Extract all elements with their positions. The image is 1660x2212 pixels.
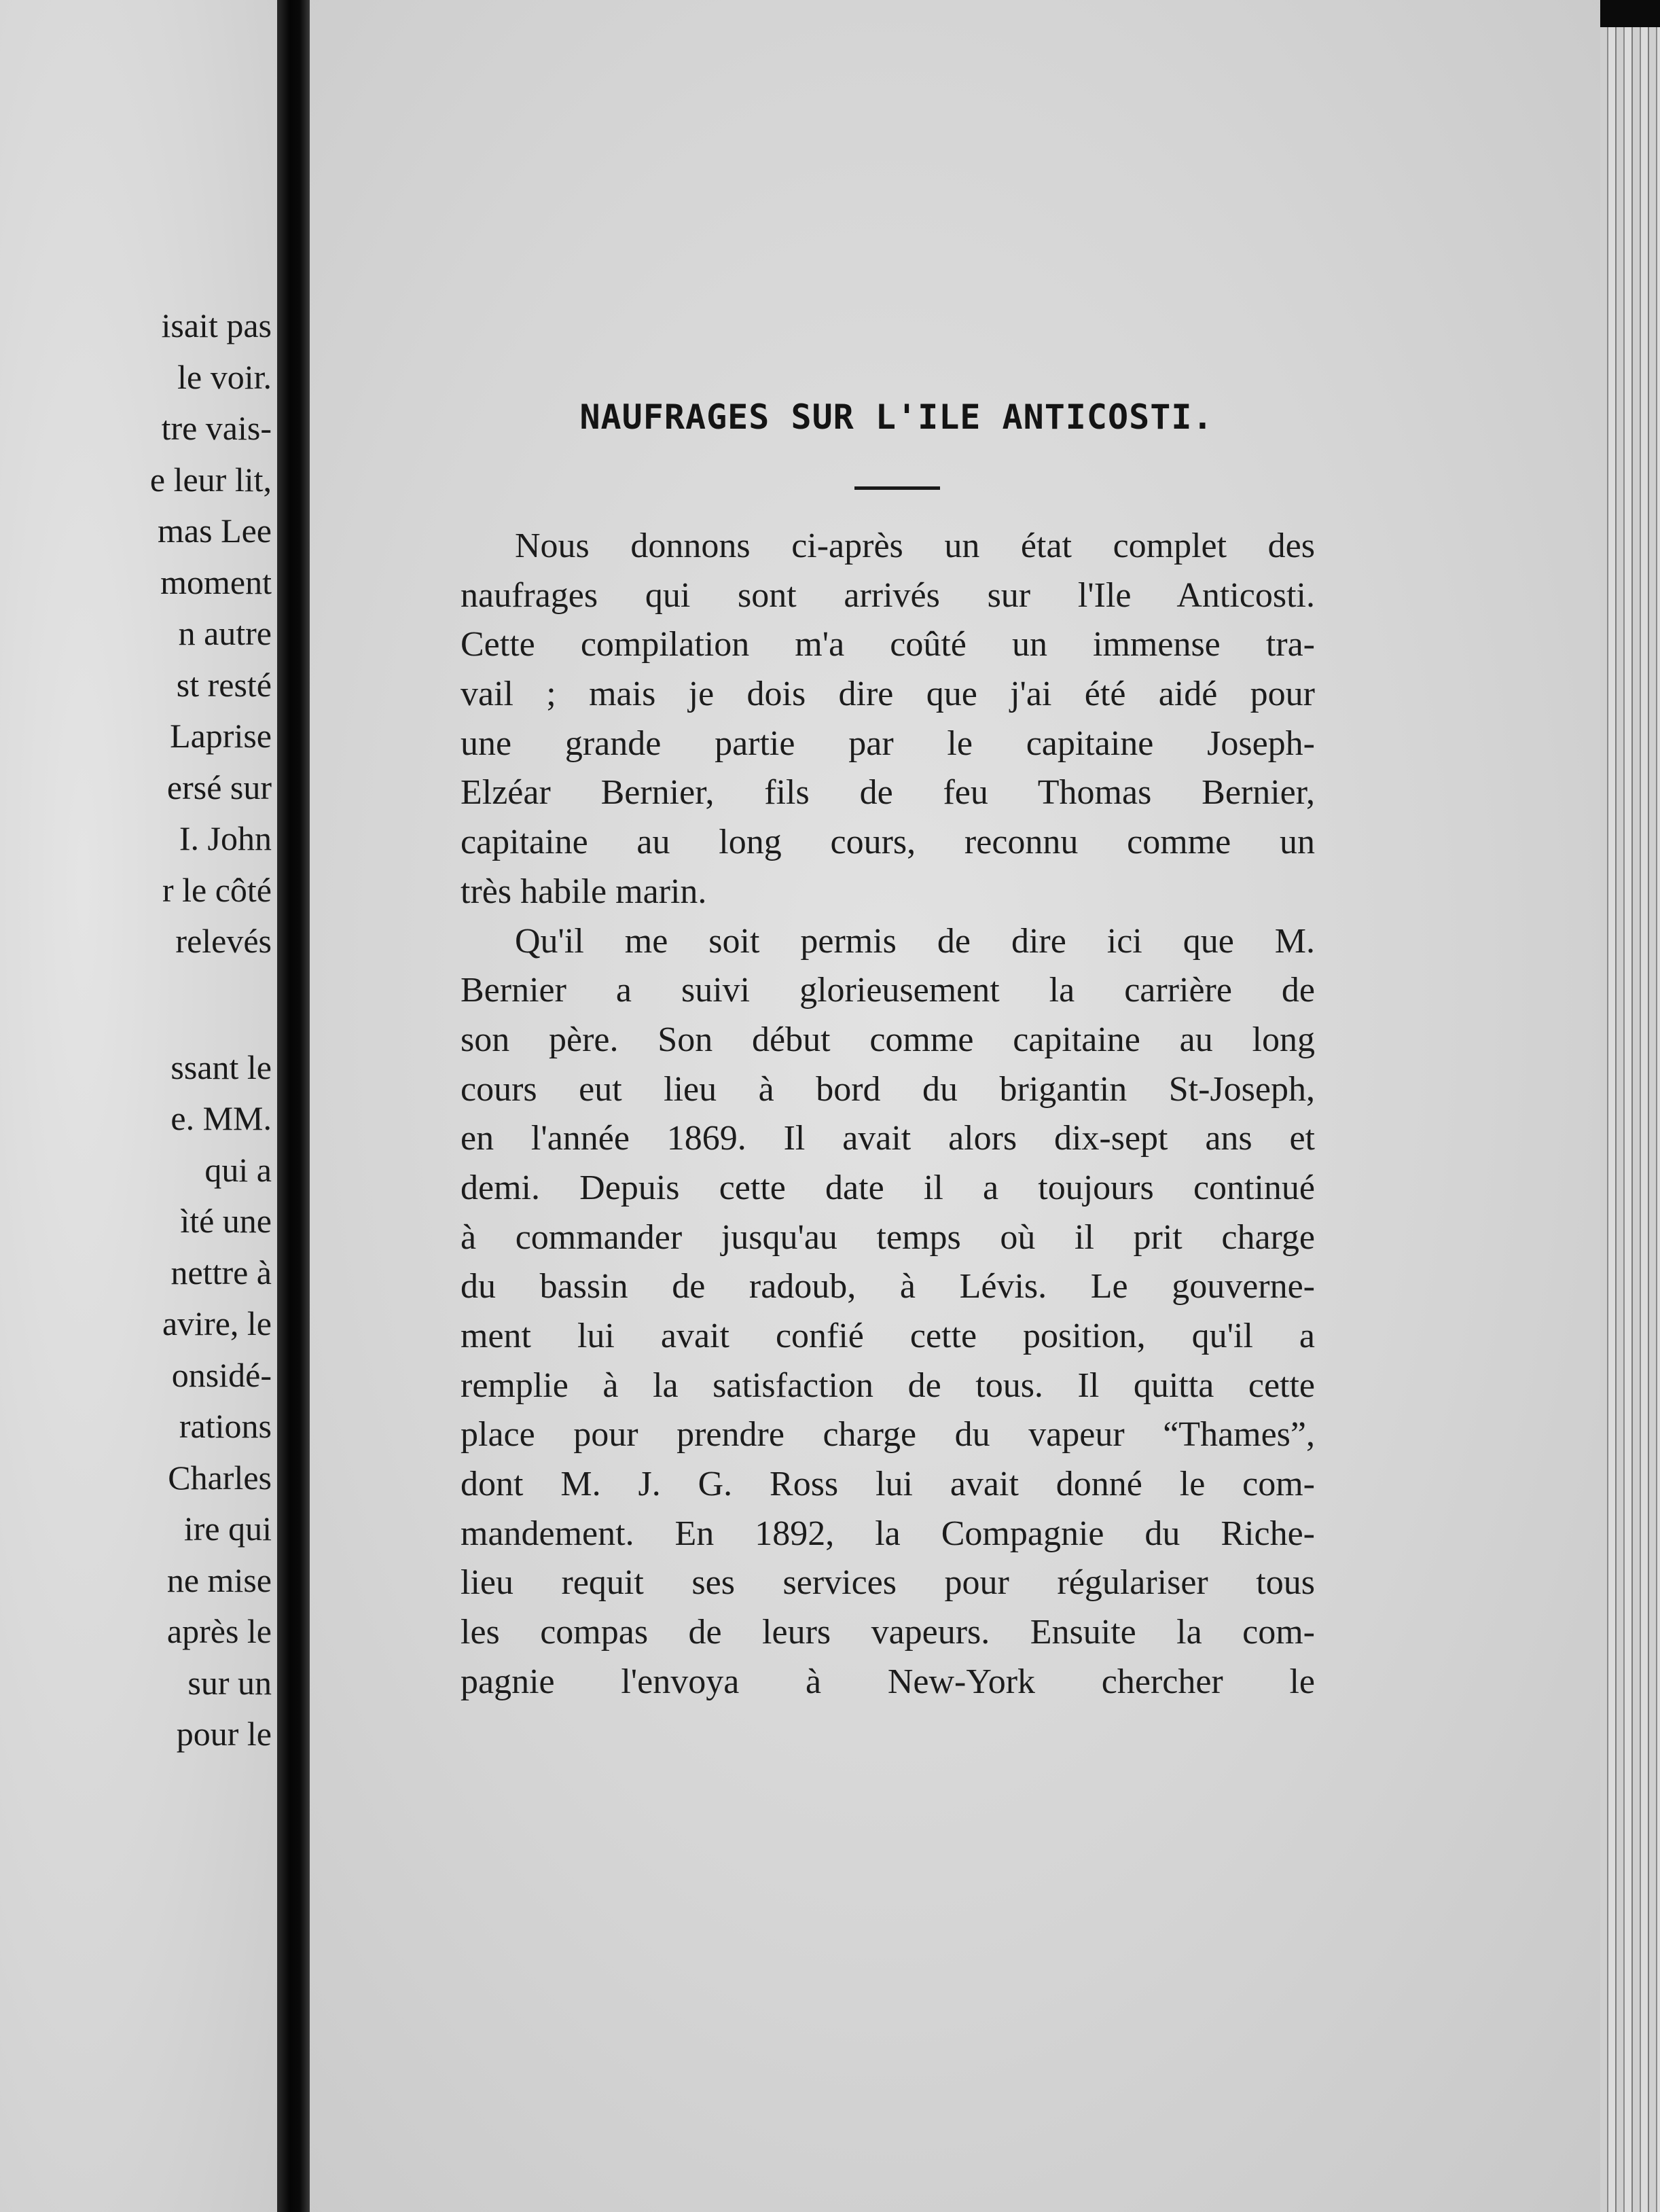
paragraph-line: du bassin de radoub, à Lévis. Le gouverne- xyxy=(461,1267,1315,1306)
previous-page-line: le voir. xyxy=(177,357,272,396)
paragraph-line: capitaine au long cours, reconnu comme un xyxy=(461,823,1315,862)
paragraph-line: très habile marin. xyxy=(461,872,707,911)
previous-page-line: ne mise xyxy=(166,1560,272,1599)
paragraph-line: les compas de leurs vapeurs. Ensuite la com- xyxy=(461,1613,1315,1652)
previous-page-line: nettre à xyxy=(170,1253,272,1291)
title-rule xyxy=(854,486,940,490)
previous-page-gap xyxy=(150,967,272,1042)
previous-page-line: Charles xyxy=(168,1458,272,1497)
paragraph-line: Qu'il me soit permis de dire ici que M. xyxy=(515,921,1315,961)
paragraph-line: ment lui avait confié cette position, qu'il a xyxy=(461,1317,1315,1355)
previous-page-line: qui a xyxy=(204,1150,272,1189)
previous-page-line: mas Lee xyxy=(158,512,272,550)
paragraph-line: dont M. J. G. Ross lui avait donné le com- xyxy=(461,1465,1315,1504)
paragraph-line: vail ; mais je dois dire que j'ai été aidé pour xyxy=(461,675,1315,714)
paragraph-line: place pour prendre charge du vapeur “Thames”, xyxy=(461,1415,1315,1455)
previous-page-line: avire, le xyxy=(162,1304,272,1342)
previous-page-line: e. MM. xyxy=(170,1099,272,1137)
previous-page-line: ssant le xyxy=(170,1048,272,1086)
page-body xyxy=(461,522,1315,1707)
paragraph-line: Cette compilation m'a coûté un immense tra- xyxy=(461,625,1315,664)
previous-page-line: après le xyxy=(166,1612,272,1650)
previous-page-line: rations xyxy=(179,1407,272,1445)
book-gutter xyxy=(277,0,310,2212)
paragraph-line: à commander jusqu'au temps où il prit charge xyxy=(461,1217,1315,1257)
paragraph-line: Bernier a suivi glorieusement la carrière de xyxy=(461,971,1315,1010)
previous-page-line: I. John xyxy=(179,819,272,857)
paragraph-line: mandement. En 1892, la Compagnie du Riche- xyxy=(461,1514,1315,1553)
previous-page-line: ire qui xyxy=(183,1510,272,1548)
previous-page-line: sur un xyxy=(187,1663,272,1702)
page-edges-shadow xyxy=(1600,0,1660,27)
previous-page xyxy=(0,0,277,2212)
paragraph-line: Elzéar Bernier, fils de feu Thomas Bernier, xyxy=(461,773,1315,813)
paragraph-line: lieu requit ses services pour régulariser tous xyxy=(461,1563,1315,1603)
paragraph-line: cours eut lieu à bord du brigantin St-Joseph, xyxy=(461,1069,1315,1109)
paragraph-line: demi. Depuis cette date il a toujours continué xyxy=(461,1168,1315,1207)
previous-page-line: isait pas xyxy=(161,306,272,344)
paragraph-line: son père. Son début comme capitaine au long xyxy=(461,1020,1315,1059)
previous-page-line: relevés xyxy=(175,922,272,960)
paragraph-line: Nous donnons ci-après un état complet des xyxy=(515,527,1315,565)
previous-page-line: r le côté xyxy=(162,870,272,909)
paragraph-line: une grande partie par le capitaine Joseph- xyxy=(461,724,1315,763)
page-edges xyxy=(1600,27,1660,2212)
paragraph-line: en l'année 1869. Il avait alors dix-sept ans et xyxy=(461,1119,1315,1158)
previous-page-line: n autre xyxy=(178,614,272,652)
previous-page-line: Laprise xyxy=(170,717,272,755)
paragraph-line: pagnie l'envoya à New-York chercher le xyxy=(461,1662,1315,1701)
paragraph-line: remplie à la satisfaction de tous. Il quitta cette xyxy=(461,1366,1315,1405)
paragraph-line: naufrages qui sont arrivés sur l'Ile Anticosti. xyxy=(461,575,1315,615)
page-title: NAUFRAGES SUR L'ILE ANTICOSTI. xyxy=(579,397,1214,437)
previous-page-line: onsidé- xyxy=(171,1355,272,1394)
previous-page-line: moment xyxy=(160,563,272,601)
previous-page-line: st resté xyxy=(176,665,272,704)
previous-page-line: tre vais- xyxy=(161,409,272,447)
previous-page-line: pour le xyxy=(176,1715,272,1753)
previous-page-line: ersé sur xyxy=(166,768,272,806)
previous-page-text xyxy=(150,300,272,1760)
previous-page-line: e leur lit, xyxy=(149,460,272,499)
previous-page-line: ìté une xyxy=(180,1202,272,1240)
